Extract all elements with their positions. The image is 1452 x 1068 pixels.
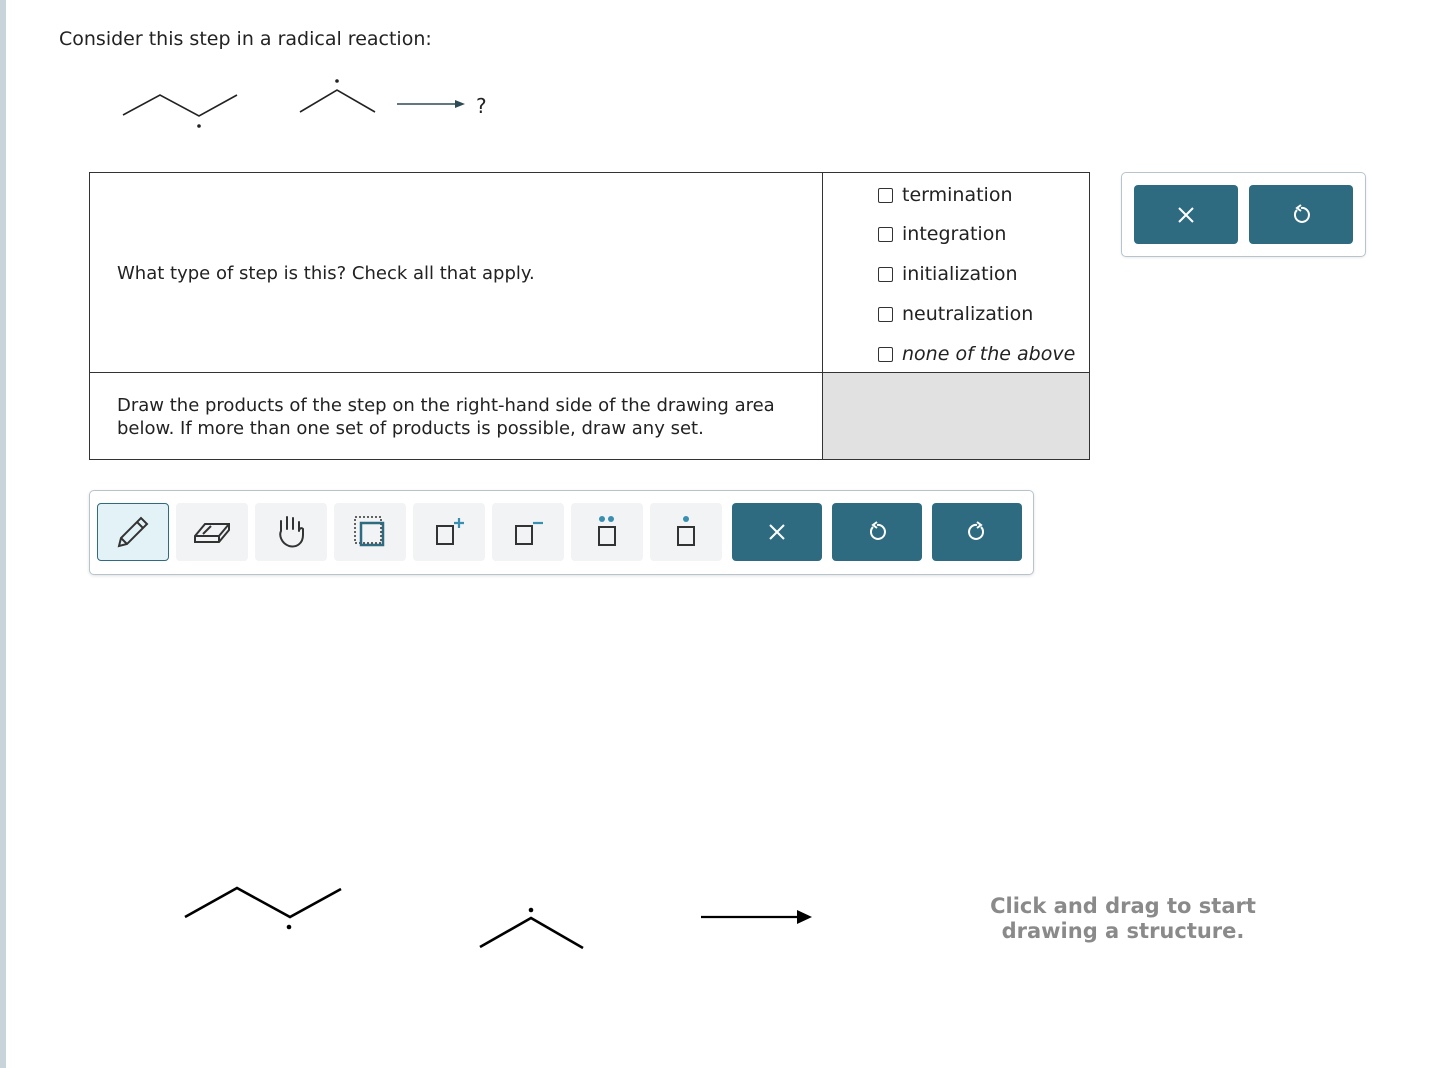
clear-answer-button[interactable] — [1134, 185, 1238, 244]
canvas-hint-line1: Click and drag to start — [990, 894, 1256, 918]
radical-icon — [668, 513, 704, 551]
answer-actions-panel — [1121, 172, 1366, 257]
reset-answer-button[interactable] — [1249, 185, 1353, 244]
reactant-butyl-radical — [123, 95, 237, 116]
radical-tool[interactable] — [650, 503, 722, 561]
question1-text: What type of step is this? Check all that apply. — [117, 263, 535, 284]
reaction-arrow-head — [455, 100, 465, 108]
select-icon — [352, 514, 388, 550]
undo-button[interactable] — [832, 503, 922, 561]
option-integration[interactable]: integration — [878, 222, 1006, 246]
question2-cell — [90, 373, 823, 459]
drawing-toolbar — [89, 490, 1034, 575]
radical-dot — [335, 79, 339, 83]
left-rail — [0, 0, 6, 1068]
positive-charge-tool[interactable] — [413, 503, 485, 561]
option-neutralization[interactable]: neutralization — [878, 302, 1033, 326]
checkbox[interactable] — [878, 227, 893, 242]
pencil-icon — [113, 512, 153, 552]
lone-pair-icon — [589, 513, 625, 551]
eraser-tool[interactable] — [176, 503, 248, 561]
question2-empty-cell — [823, 373, 1089, 459]
product-placeholder: ? — [476, 94, 487, 118]
question2-line1: Draw the products of the step on the right-hand side of the drawing area — [117, 395, 775, 416]
radical-dot — [197, 124, 201, 128]
hand-icon — [273, 513, 309, 551]
question1-options — [823, 173, 1089, 373]
clear-icon — [767, 522, 787, 542]
positive-charge-icon — [431, 514, 467, 550]
question-table — [89, 172, 1090, 460]
undo-icon — [866, 521, 888, 543]
question1-cell — [90, 173, 823, 373]
hand-tool[interactable] — [255, 503, 327, 561]
question2-text — [117, 394, 775, 440]
option-termination[interactable]: termination — [878, 183, 1012, 207]
pencil-tool[interactable] — [97, 503, 169, 561]
checkbox[interactable] — [878, 347, 893, 362]
negative-charge-tool[interactable] — [492, 503, 564, 561]
lone-pair-tool[interactable] — [571, 503, 643, 561]
undo-icon — [1290, 204, 1312, 226]
select-tool[interactable] — [334, 503, 406, 561]
checkbox[interactable] — [878, 307, 893, 322]
drawing-canvas[interactable] — [89, 590, 1389, 1060]
redo-icon — [966, 521, 988, 543]
checkbox[interactable] — [878, 267, 893, 282]
prompt-text: Consider this step in a radical reaction: — [59, 28, 432, 50]
negative-charge-icon — [510, 514, 546, 550]
option-none-of-the-above[interactable]: none of the above — [878, 342, 1075, 366]
close-icon — [1176, 205, 1196, 225]
reactant-isopropyl-radical — [300, 90, 375, 112]
redo-button[interactable] — [932, 503, 1022, 561]
checkbox[interactable] — [878, 188, 893, 203]
canvas-hint-line2: drawing a structure. — [1001, 919, 1245, 943]
clear-canvas-button[interactable] — [732, 503, 822, 561]
eraser-icon — [191, 514, 233, 550]
question2-line2: below. If more than one set of products is possible, draw any set. — [117, 418, 704, 439]
option-initialization[interactable]: initialization — [878, 262, 1018, 286]
